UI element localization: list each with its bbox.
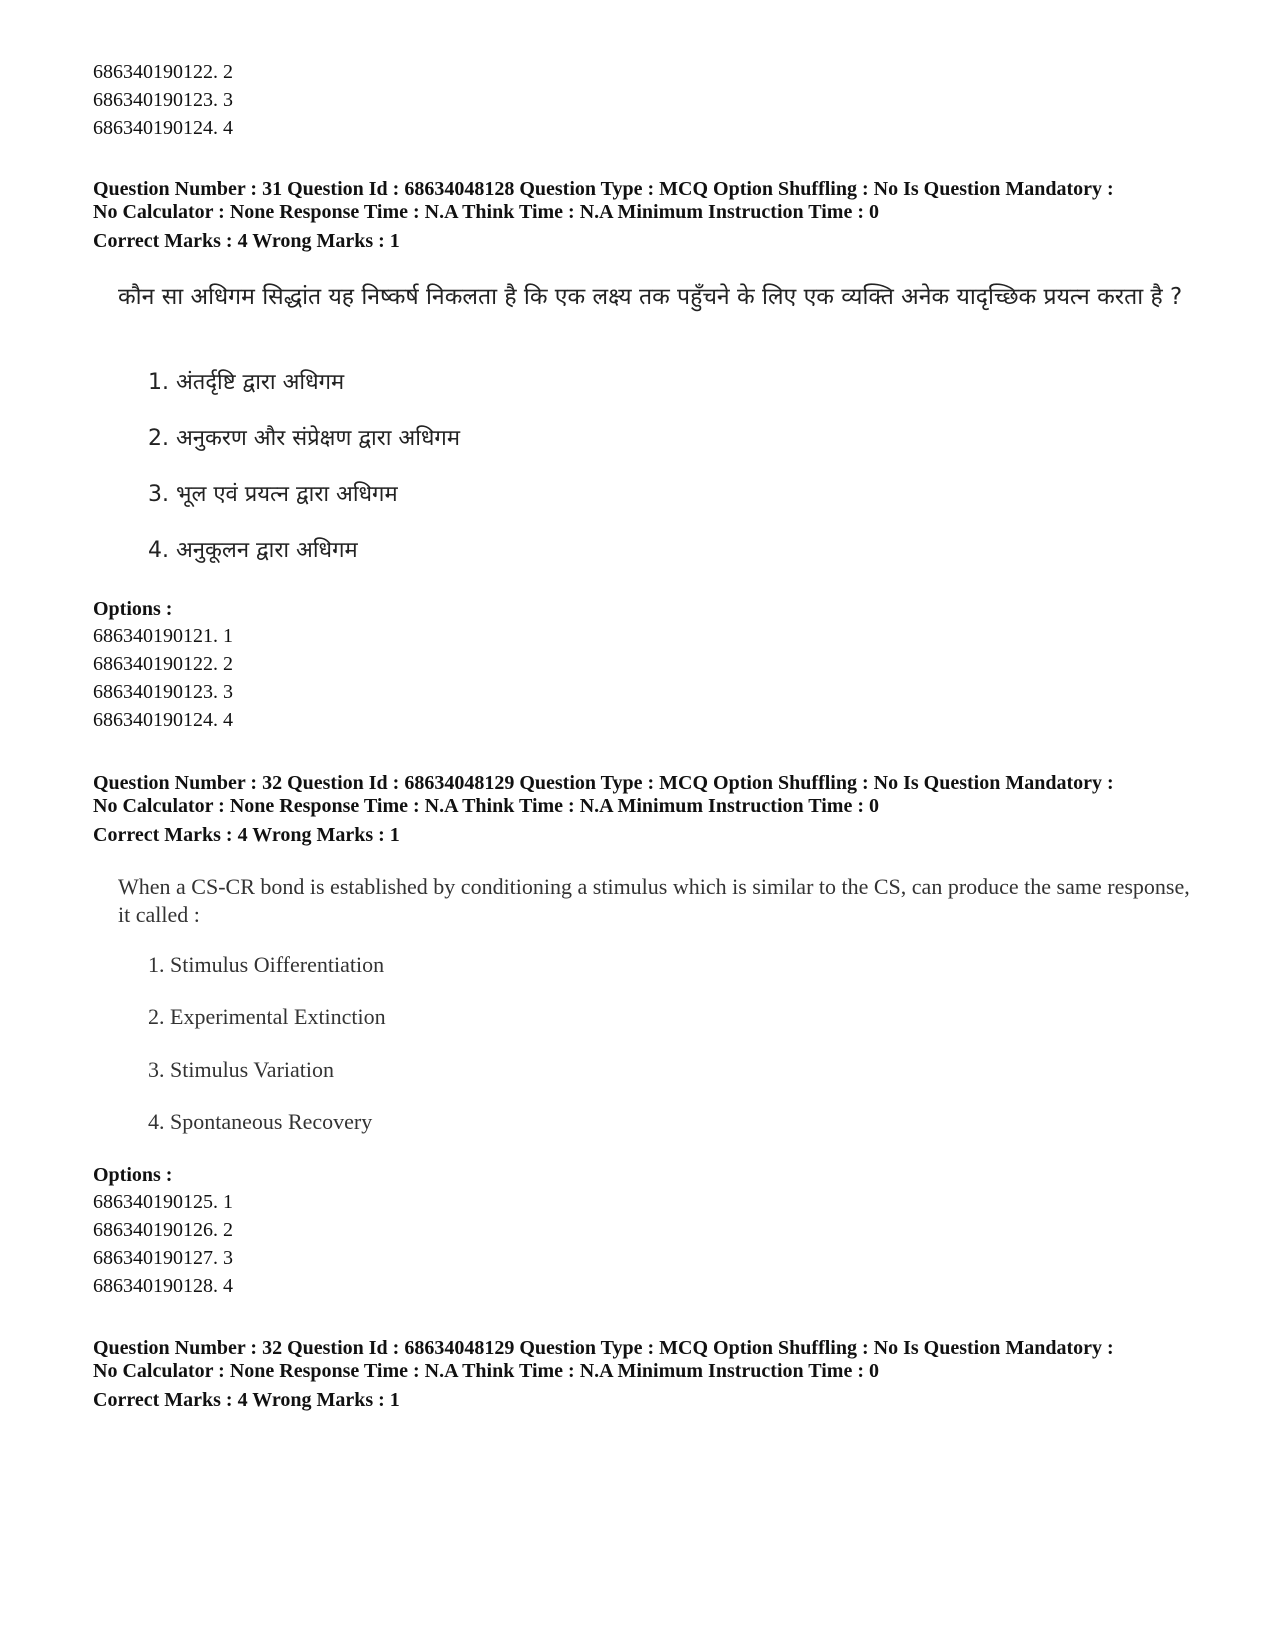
question-31-choice-2: 2. अनुकरण और संप्रेक्षण द्वारा अधिगम	[148, 426, 460, 451]
option-id-line: 686340190126. 2	[93, 1219, 233, 1241]
question-32-repeat-meta	[93, 1337, 1243, 1383]
question-32-text: When a CS-CR bond is established by conditioning a stimulus which is similar to the CS, can produce the same response, it called :	[118, 874, 1190, 927]
question-32-choice-2: 2. Experimental Extinction	[148, 1004, 386, 1029]
question-32-repeat-marks: Correct Marks : 4 Wrong Marks : 1	[93, 1389, 400, 1411]
question-32-choice-1: 1. Stimulus Oifferentiation	[148, 952, 385, 977]
question-32-choice-3: 3. Stimulus Variation	[148, 1057, 334, 1082]
question-meta-line: Question Number : 32 Question Id : 68634048129 Question Type : MCQ Option Shuffling : No Is Question Mandatory :	[93, 1337, 1114, 1359]
question-meta-line: No Calculator : None Response Time : N.A Think Time : N.A Minimum Instruction Time : 0	[93, 795, 879, 817]
option-id-line: 686340190127. 3	[93, 1247, 233, 1269]
question-31-choice-1: 1. अंतर्दृष्टि द्वारा अधिगम	[148, 370, 345, 395]
question-32-choice-4: 4. Spontaneous Recovery	[148, 1109, 373, 1134]
question-32-marks: Correct Marks : 4 Wrong Marks : 1	[93, 824, 400, 846]
question-meta-line: No Calculator : None Response Time : N.A Think Time : N.A Minimum Instruction Time : 0	[93, 201, 879, 223]
option-id-line: 686340190122. 2	[93, 61, 233, 83]
option-id-line: 686340190125. 1	[93, 1191, 233, 1213]
question-meta-line: Question Number : 31 Question Id : 68634048128 Question Type : MCQ Option Shuffling : No Is Question Mandatory :	[93, 178, 1114, 200]
option-id-line: 686340190123. 3	[93, 89, 233, 111]
option-id-line: 686340190128. 4	[93, 1275, 233, 1297]
option-id-line: 686340190124. 4	[93, 709, 233, 731]
question-32-meta	[93, 772, 1243, 818]
question-31-meta	[93, 178, 1243, 224]
question-31-text: कौन सा अधिगम सिद्धांत यह निष्कर्ष निकलता है कि एक लक्ष्य तक पहुँचने के लिए एक व्यक्ति अनेक यादृच्छिक प्रयत्न करता है ?	[118, 284, 1183, 310]
question-31-marks: Correct Marks : 4 Wrong Marks : 1	[93, 230, 400, 252]
question-31-options-label: Options :	[93, 598, 173, 620]
option-id-line: 686340190124. 4	[93, 117, 233, 139]
option-id-line: 686340190122. 2	[93, 653, 233, 675]
option-id-line: 686340190123. 3	[93, 681, 233, 703]
question-meta-line: No Calculator : None Response Time : N.A Think Time : N.A Minimum Instruction Time : 0	[93, 1360, 879, 1382]
question-meta-line: Question Number : 32 Question Id : 68634048129 Question Type : MCQ Option Shuffling : No Is Question Mandatory :	[93, 772, 1114, 794]
option-id-line: 686340190121. 1	[93, 625, 233, 647]
question-31-choice-4: 4. अनुकूलन द्वारा अधिगम	[148, 538, 358, 563]
question-31-choice-3: 3. भूल एवं प्रयत्न द्वारा अधिगम	[148, 482, 398, 507]
question-32-options-label: Options :	[93, 1164, 173, 1186]
